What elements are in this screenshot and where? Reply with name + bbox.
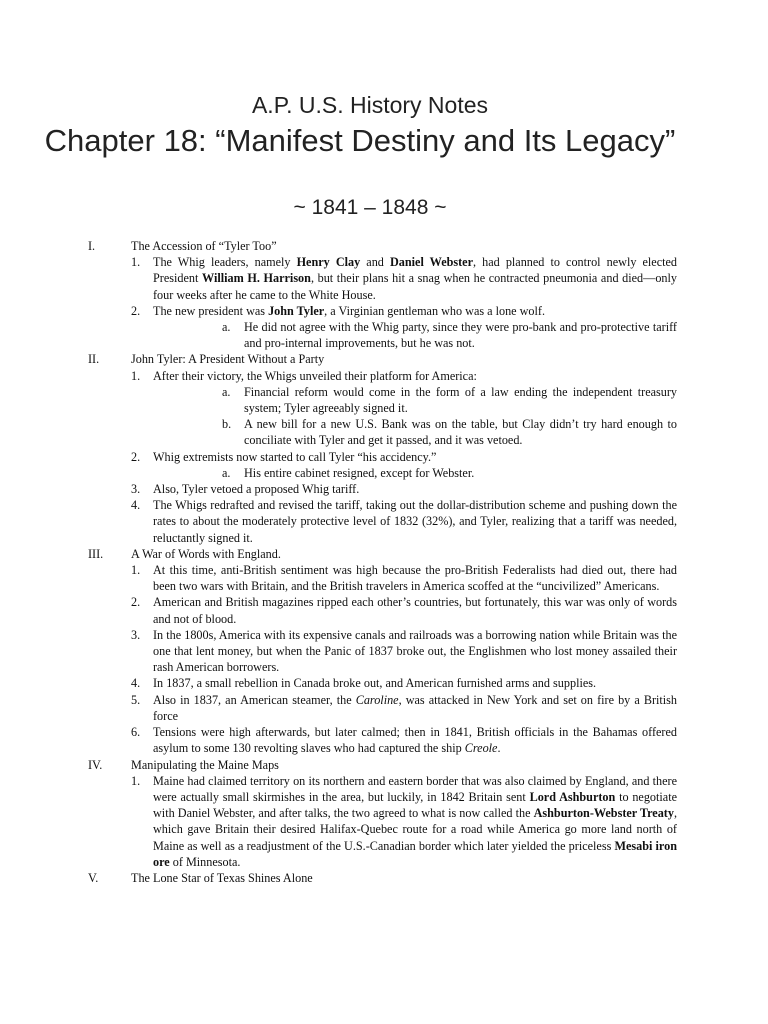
- section-2: [0, 351, 768, 545]
- list-item: [0, 594, 768, 626]
- item-text: .: [497, 741, 501, 756]
- list-item: [0, 562, 768, 594]
- section-heading: [0, 238, 768, 254]
- item-text: Also, Tyler vetoed a proposed Whig tariff.: [153, 482, 360, 497]
- date-range: ~ 1841 – 1848 ~: [293, 196, 447, 219]
- sub-item-text: A new bill for a new U.S. Bank was on the table, but Clay didn’t try hard enough to conciliate with Tyler and get it passed, and it was vetoed.: [244, 417, 677, 448]
- sub-item: [0, 319, 768, 351]
- sub-item: [0, 384, 768, 416]
- item-number: 1.: [131, 773, 141, 788]
- item-text: The Whig leaders, namely: [153, 255, 297, 270]
- section-title: The Accession of “Tyler Too”: [131, 239, 277, 253]
- section-title: Manipulating the Maine Maps: [131, 757, 279, 772]
- section-5: [0, 870, 768, 886]
- italic-ship-name: Creole: [464, 741, 498, 756]
- roman-numeral: I.: [88, 239, 96, 253]
- bold-term: Mesabi iron ore: [153, 838, 677, 869]
- list-item: [0, 675, 768, 691]
- item-text: and: [360, 255, 390, 270]
- bold-term: Henry Clay: [296, 255, 361, 270]
- item-text: , but their plans hit a snag when he contracted pneumonia and died—only four weeks after he came to the White House.: [153, 271, 677, 302]
- item-text: After their victory, the Whigs unveiled their platform for America:: [153, 368, 477, 383]
- item-text: In 1837, a small rebellion in Canada broke out, and American furnished arms and supplies.: [153, 676, 597, 691]
- item-number: 3.: [131, 627, 141, 642]
- item-number: 1.: [131, 368, 141, 383]
- notes-outline: [0, 238, 768, 886]
- list-item: [0, 773, 768, 870]
- item-text: In the 1800s, America with its expensive canals and railroads was a borrowing nation while Britain was the one that lent money, but when the Panic of 1837 broke out, the Englishmen who lost money assailed their rash American borrowers.: [153, 627, 677, 675]
- item-letter: a.: [222, 320, 231, 335]
- list-item: [0, 497, 768, 546]
- item-number: 3.: [131, 482, 141, 497]
- chapter-title: Chapter 18: “Manifest Destiny and Its Legacy”: [44, 123, 676, 158]
- list-item: [0, 254, 768, 303]
- item-text: Whig extremists now started to call Tyler “his accidency.”: [153, 449, 437, 464]
- sub-item: [0, 465, 768, 481]
- item-number: 2.: [131, 595, 141, 610]
- section-title: John Tyler: A President Without a Party: [131, 352, 325, 367]
- bold-term: Lord Ashburton: [529, 789, 616, 804]
- roman-numeral: III.: [88, 546, 104, 561]
- sub-item: [0, 416, 768, 448]
- item-text: , which gave Britain their desired Halifax-Quebec route for a road while America go more land north of Maine as well as a readjustment of the U.S.-Canadian border which later yielded the priceless: [153, 806, 677, 853]
- item-number: 2.: [131, 303, 141, 318]
- bold-term: John Tyler: [268, 303, 325, 318]
- course-title: A.P. U.S. History Notes: [251, 92, 489, 118]
- item-text: , was attacked in New York and set on fire by a British force: [153, 692, 677, 723]
- item-number: 6.: [131, 725, 141, 740]
- list-item: [0, 449, 768, 465]
- section-heading: [0, 870, 768, 886]
- item-number: 4.: [131, 676, 141, 691]
- item-text: At this time, anti-British sentiment was high because the pro-British Federalists had died out, there had been two wars with Britain, and the British travelers in America scoffed at the “uncivilized” Americans.: [153, 563, 677, 594]
- item-text: Also in 1837, an American steamer, the: [153, 692, 356, 707]
- list-item: [0, 303, 768, 319]
- list-item: [0, 627, 768, 676]
- item-text: of Minnesota.: [169, 854, 241, 869]
- roman-numeral: V.: [88, 870, 99, 885]
- item-text: American and British magazines ripped each other’s countries, but fortunately, this war was only of words and not of blood.: [153, 595, 677, 626]
- item-text: , a Virginian gentleman who was a lone wolf.: [324, 303, 546, 318]
- bold-term: William H. Harrison: [202, 271, 311, 286]
- item-letter: a.: [222, 384, 231, 399]
- italic-ship-name: Caroline: [355, 692, 399, 707]
- section-1: [0, 238, 768, 351]
- item-text: The Whigs redrafted and revised the tariff, taking out the dollar-distribution scheme and pushing down the rates to about the moderately protective level of 1832 (32%), and Tyler, realizing that a tariff was needed, reluctantly signed it.: [153, 498, 677, 545]
- item-number: 2.: [131, 449, 141, 464]
- list-item: [0, 724, 768, 756]
- sub-item-text: He did not agree with the Whig party, since they were pro-bank and pro-protective tariff and pro-internal improvements, but he was not.: [244, 320, 677, 351]
- item-text: to negotiate with Daniel Webster, and after talks, the two agreed to what is now called the: [153, 789, 677, 821]
- roman-numeral: II.: [88, 352, 100, 367]
- item-number: 5.: [131, 692, 141, 707]
- list-item: [0, 481, 768, 497]
- item-text: Maine had claimed territory on its northern and eastern border that was also claimed by England, and there were actually small skirmishes in the area, but luckily, in 1842 Britain sent: [153, 773, 677, 804]
- section-heading: [0, 757, 768, 773]
- item-text: Tensions were high afterwards, but later calmed; then in 1841, British officials in the Bahamas offered asylum to some 130 revolting slaves who had captured the ship: [153, 725, 677, 756]
- sub-item-text: Financial reform would come in the form of a law ending the independent treasury system; Tyler agreeably signed it.: [244, 384, 677, 416]
- list-item: [0, 368, 768, 384]
- item-text: The new president was: [153, 303, 269, 318]
- section-title: A War of Words with England.: [131, 546, 281, 561]
- roman-numeral: IV.: [88, 757, 103, 772]
- item-number: 1.: [131, 255, 141, 270]
- section-3: [0, 546, 768, 757]
- sub-item-text: His entire cabinet resigned, except for Webster.: [244, 465, 475, 480]
- section-title: The Lone Star of Texas Shines Alone: [131, 870, 313, 885]
- bold-term: Ashburton-Webster Treaty: [533, 806, 674, 821]
- section-heading: [0, 546, 768, 562]
- item-letter: a.: [222, 465, 231, 480]
- item-letter: b.: [222, 417, 232, 432]
- bold-term: Daniel Webster: [389, 255, 474, 270]
- item-number: 4.: [131, 498, 141, 513]
- item-number: 1.: [131, 563, 141, 578]
- list-item: [0, 692, 768, 724]
- section-4: [0, 757, 768, 870]
- section-heading: [0, 351, 768, 367]
- item-text: , had planned to control newly elected President: [153, 255, 678, 286]
